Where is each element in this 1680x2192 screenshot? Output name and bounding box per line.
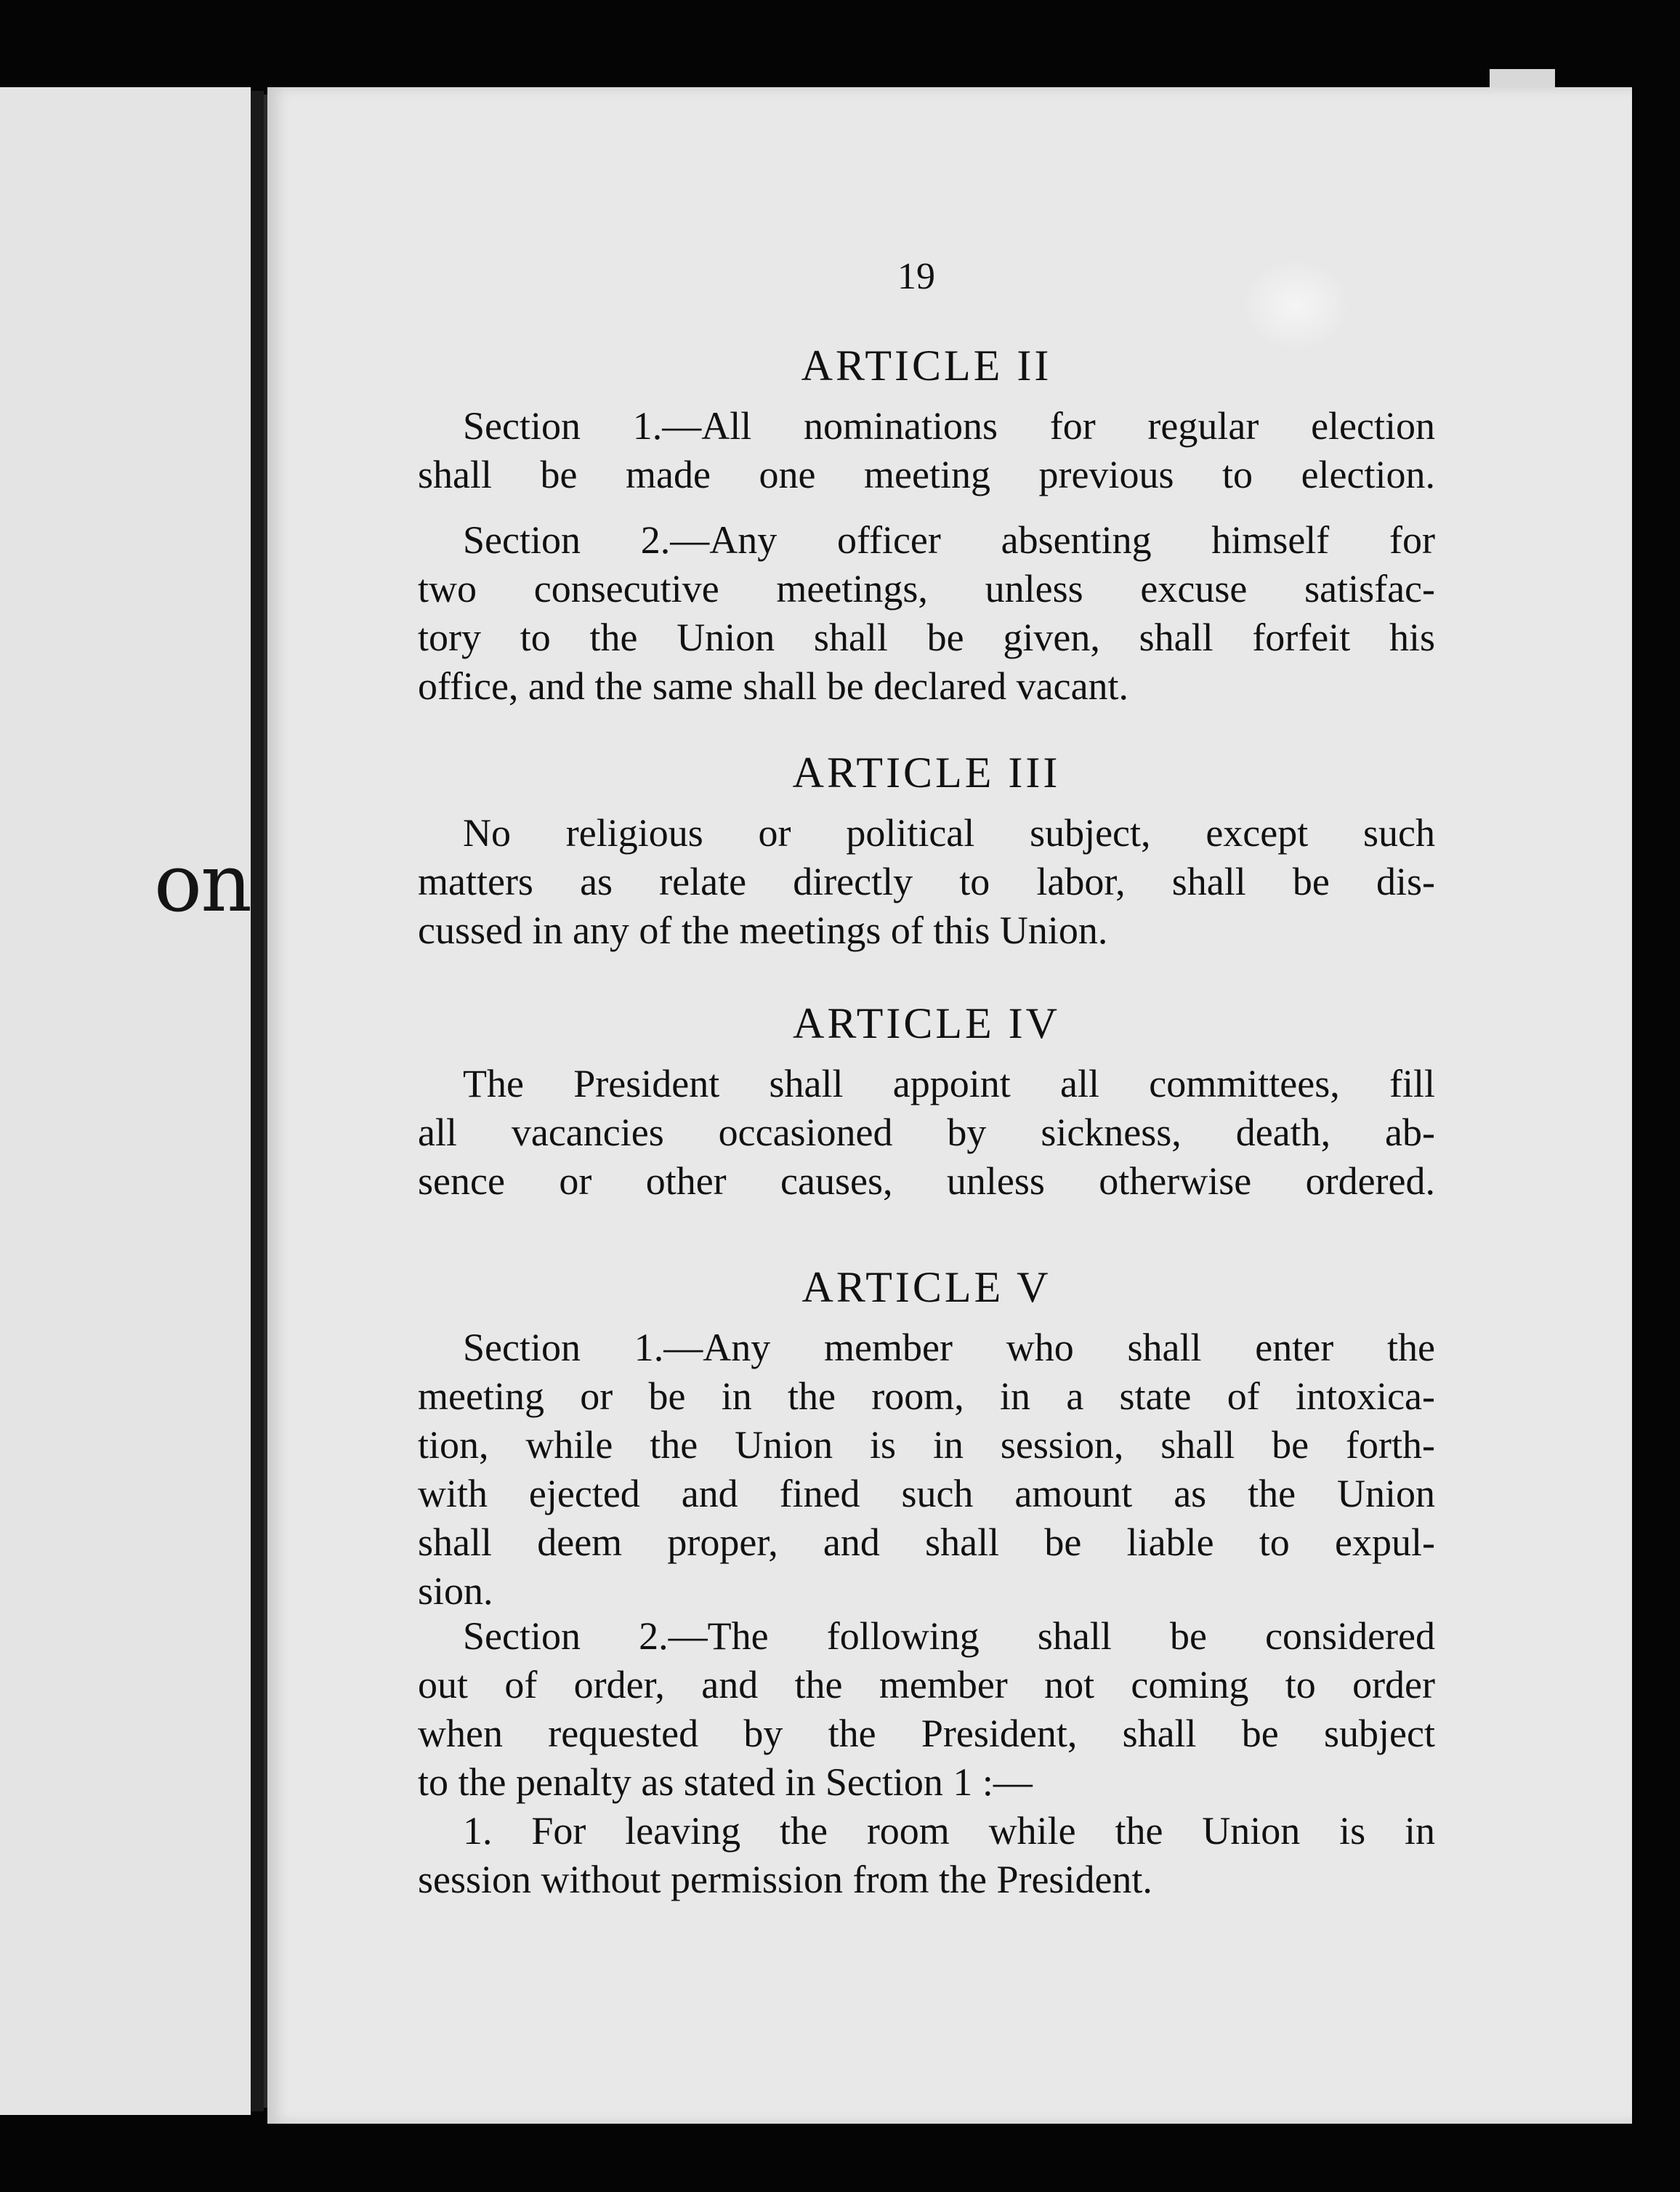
paragraph-line: two consecutive meetings, unless excuse satisfac- xyxy=(418,567,1435,611)
paper-stain xyxy=(1245,262,1346,349)
paragraph-line: shall be made one meeting previous to election. xyxy=(418,453,1435,496)
paragraph-line: shall deem proper, and shall be liable to expul- xyxy=(418,1520,1435,1564)
article-heading: ARTICLE II xyxy=(801,342,1052,390)
paragraph-line: The President shall appoint all committees, fill xyxy=(463,1062,1435,1105)
book-spine xyxy=(251,91,264,2111)
paragraph-line: session without permission from the President. xyxy=(418,1858,1152,1901)
paragraph-line: No religious or political subject, except such xyxy=(463,811,1435,855)
paragraph-line: all vacancies occasioned by sickness, death, ab- xyxy=(418,1111,1435,1154)
paragraph-line: Section 1.—Any member who shall enter the xyxy=(463,1326,1435,1369)
paragraph-line: Section 2.—The following shall be considered xyxy=(463,1614,1435,1658)
article-heading: ARTICLE V xyxy=(801,1263,1051,1311)
paragraph-line: 1. For leaving the room while the Union is in xyxy=(463,1809,1435,1853)
paragraph-line: tion, while the Union is in session, shall be forth- xyxy=(418,1423,1435,1467)
paragraph-line: cussed in any of the meetings of this Union. xyxy=(418,908,1108,952)
previous-page-fragment xyxy=(0,87,251,2115)
article-heading: ARTICLE III xyxy=(792,749,1061,797)
paragraph-line: Section 1.—All nominations for regular election xyxy=(463,404,1435,448)
paragraph-line: when requested by the President, shall be subject xyxy=(418,1712,1435,1755)
left-page-heading-fragment: on xyxy=(153,843,251,923)
paragraph-line: with ejected and fined such amount as the Union xyxy=(418,1472,1435,1515)
paragraph-line: sion. xyxy=(418,1569,493,1613)
paragraph-line: matters as relate directly to labor, shall be dis- xyxy=(418,860,1435,903)
article-heading: ARTICLE IV xyxy=(792,999,1060,1047)
paragraph-line: office, and the same shall be declared vacant. xyxy=(418,664,1129,708)
paragraph-line: meeting or be in the room, in a state of intoxica- xyxy=(418,1374,1435,1418)
page-corner-tab xyxy=(1490,69,1555,89)
paragraph-line: tory to the Union shall be given, shall forfeit his xyxy=(418,616,1435,659)
page-number: 19 xyxy=(897,256,935,297)
paragraph-line: to the penalty as stated in Section 1 :— xyxy=(418,1760,1033,1804)
paragraph-line: Section 2.—Any officer absenting himself for xyxy=(463,518,1435,562)
paragraph-line: sence or other causes, unless otherwise ordered. xyxy=(418,1159,1435,1203)
paragraph-line: out of order, and the member not coming to order xyxy=(418,1663,1435,1707)
